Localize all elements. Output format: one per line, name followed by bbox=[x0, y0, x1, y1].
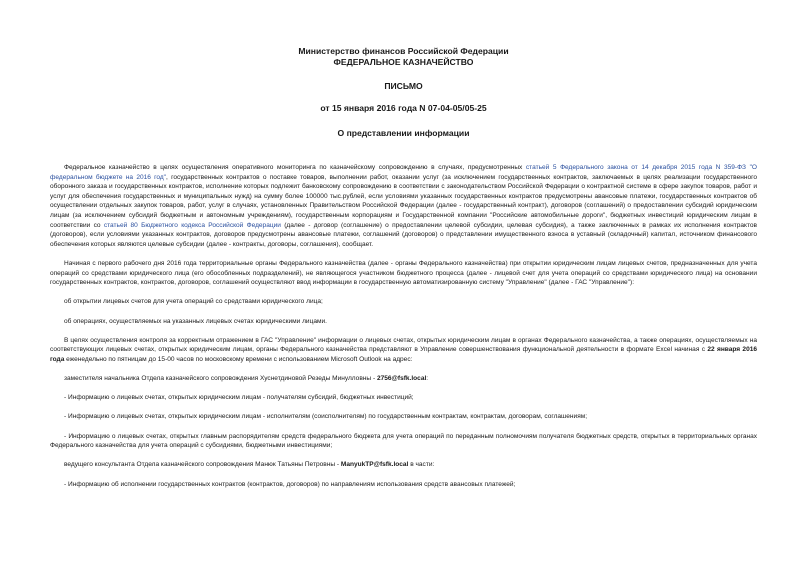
paragraph-control-part-a: В целях осуществления контроля за корректным отражением в ГАС "Управление" информации о лицевых счетах, открытых юридическим лицам в органах Федерального казначейства, а также операциях, осуществляемых на соответствующих лицевых счетах, открытых юридическим лицам, органы Федерального казначейства представляют в Управление совершенствования функциональной деятельности в формате Excel начиная с bbox=[50, 336, 757, 354]
paragraph-intro-part-c: (далее - договор (соглашение) о предоставлении целевой субсидии, целевая субсидия), а также заключенных в рамках их исполнения контрактов (договоров), если условиями указанных контрактов, договоров предусмотрены авансовые платежи, соглашений (договоров) о представлении имущественного взноса в уставный (складочный) капитал, источником финансового обеспечения которых являются целевые субсидии (далее - контракты, договоры, соглашения), сообщает. bbox=[50, 221, 757, 248]
paragraph-control-part-b: еженедельно по пятницам до 15-00 часов по московскому времени с использованием Microsoft Outlook на адрес: bbox=[64, 355, 413, 363]
deadline-date: 22 января 2016 года bbox=[50, 346, 757, 363]
paragraph-recipient-2 bbox=[50, 460, 757, 470]
recipient-2-email: ManyukTP@fsfk.local bbox=[340, 461, 409, 469]
paragraph-info-main-managers: - Информацию о лицевых счетах, открытых главным распорядителям средств федерального бюджета для учета операций по переданным полномочиям получателя бюджетных средств, открытых в территориальных органах Федерального казначейства для учета операций с субсидиями, бюджетными инвестициями; bbox=[50, 432, 757, 450]
paragraph-info-subsidies: - Информацию о лицевых счетах, открытых юридическим лицам - получателям субсидий, бюджетных инвестиций; bbox=[64, 394, 414, 402]
paragraph-intro-part-a: Федеральное казначейство в целях осуществления оперативного мониторинга по казначейскому сопровождению в случаях, предусмотренных bbox=[64, 164, 526, 171]
document-type: ПИСЬМО bbox=[384, 81, 423, 91]
recipient-2-text: ведущего консультанта Отдела казначейского сопровождения Манюк Татьяны Петровны - bbox=[64, 461, 341, 469]
paragraph-list-item-opening: об открытии лицевых счетов для учета операций со средствами юридического лица; bbox=[64, 298, 323, 306]
recipient-2-suffix: в части: bbox=[408, 461, 435, 469]
document-body bbox=[50, 163, 757, 489]
ministry-name: Министерство финансов Российской Федерации bbox=[298, 46, 509, 56]
paragraph-intro bbox=[50, 163, 757, 249]
document-header bbox=[50, 46, 757, 139]
paragraph-accounts-opening: Начиная с первого рабочего дня 2016 года территориальные органы Федерального казначейства (далее - органы Федерального казначейства) при открытии юридическим лицам лицевых счетов, предназначенных для учета операций со средствами юридического лица (его обособленных подразделений), не являющегося участником бюджетного процесса (далее - лицевой счет для учета операций со средствами юридического лица) на основании государственных контрактов, контрактов, договоров, соглашений осуществляют ввод информации в государственную автоматизированную систему "Управление" (далее - ГАС "Управление"): bbox=[50, 259, 757, 287]
document-subject: О представлении информации bbox=[337, 128, 470, 138]
paragraph-control bbox=[50, 336, 757, 365]
paragraph-intro-part-b: , государственных контрактов о поставке товаров, выполнении работ, оказании услуг (за исключением государственных контрактов, заключаемых в целях реализации государственного оборонного заказа и государственных контрактов, исполнение которых подлежит банковскому сопровождению в соответствии с законодательством Российской Федерации о контрактной системе в сфере закупок товаров, работ и услуг для обеспечения государственных и муниципальных нужд) на сумму более 100000 тыс.рублей, если условиями указанных государственных контрактов предусмотрены авансовые платежи, государственных контрактов об осуществлении отдельных закупок товаров, работ, услуг в случаях, установленных Правительством Российской Федерации (далее - государственный контракт), договоров (соглашений) о предоставлении субсидий юридическим лицам (за исключением субсидий бюджетным и автономным учреждениям), государственным корпорациям и Государственной компании "Российские автомобильные дороги", бюджетных инвестиций юридическим лицам в соответствии со bbox=[50, 173, 757, 229]
paragraph-list-item-operations: об операциях, осуществляемых на указанных лицевых счетах юридическими лицами. bbox=[64, 317, 327, 325]
recipient-1-text: заместителя начальника Отдела казначейского сопровождения Хуснетдиновой Резеды Минулловны - bbox=[64, 375, 377, 383]
paragraph-info-contractors: - Информацию о лицевых счетах, открытых юридическим лицам - исполнителям (соисполнителям) по государственным контрактам, контрактам, договорам, соглашениям; bbox=[64, 413, 588, 421]
treasury-name: ФЕДЕРАЛЬНОЕ КАЗНАЧЕЙСТВО bbox=[333, 57, 474, 67]
recipient-1-email: 2756@fsfk.local bbox=[376, 375, 427, 383]
paragraph-info-contract-execution: - Информацию об исполнении государственных контрактов (контрактов, договоров) по направлениям использования средств авансовых платежей; bbox=[64, 480, 516, 488]
budget-code-article-80-link[interactable]: статьей 80 Бюджетного кодекса Российской Федерации bbox=[103, 221, 281, 229]
recipient-1-colon: : bbox=[426, 375, 429, 383]
law-359-fz-link[interactable]: статьей 5 Федерального закона от 14 декабря 2015 года N 359-ФЗ "О федеральном бюджете на 2016 год" bbox=[50, 164, 757, 181]
document-date-number: от 15 января 2016 года N 07-04-05/05-25 bbox=[320, 103, 487, 113]
paragraph-recipient-1 bbox=[50, 374, 757, 384]
